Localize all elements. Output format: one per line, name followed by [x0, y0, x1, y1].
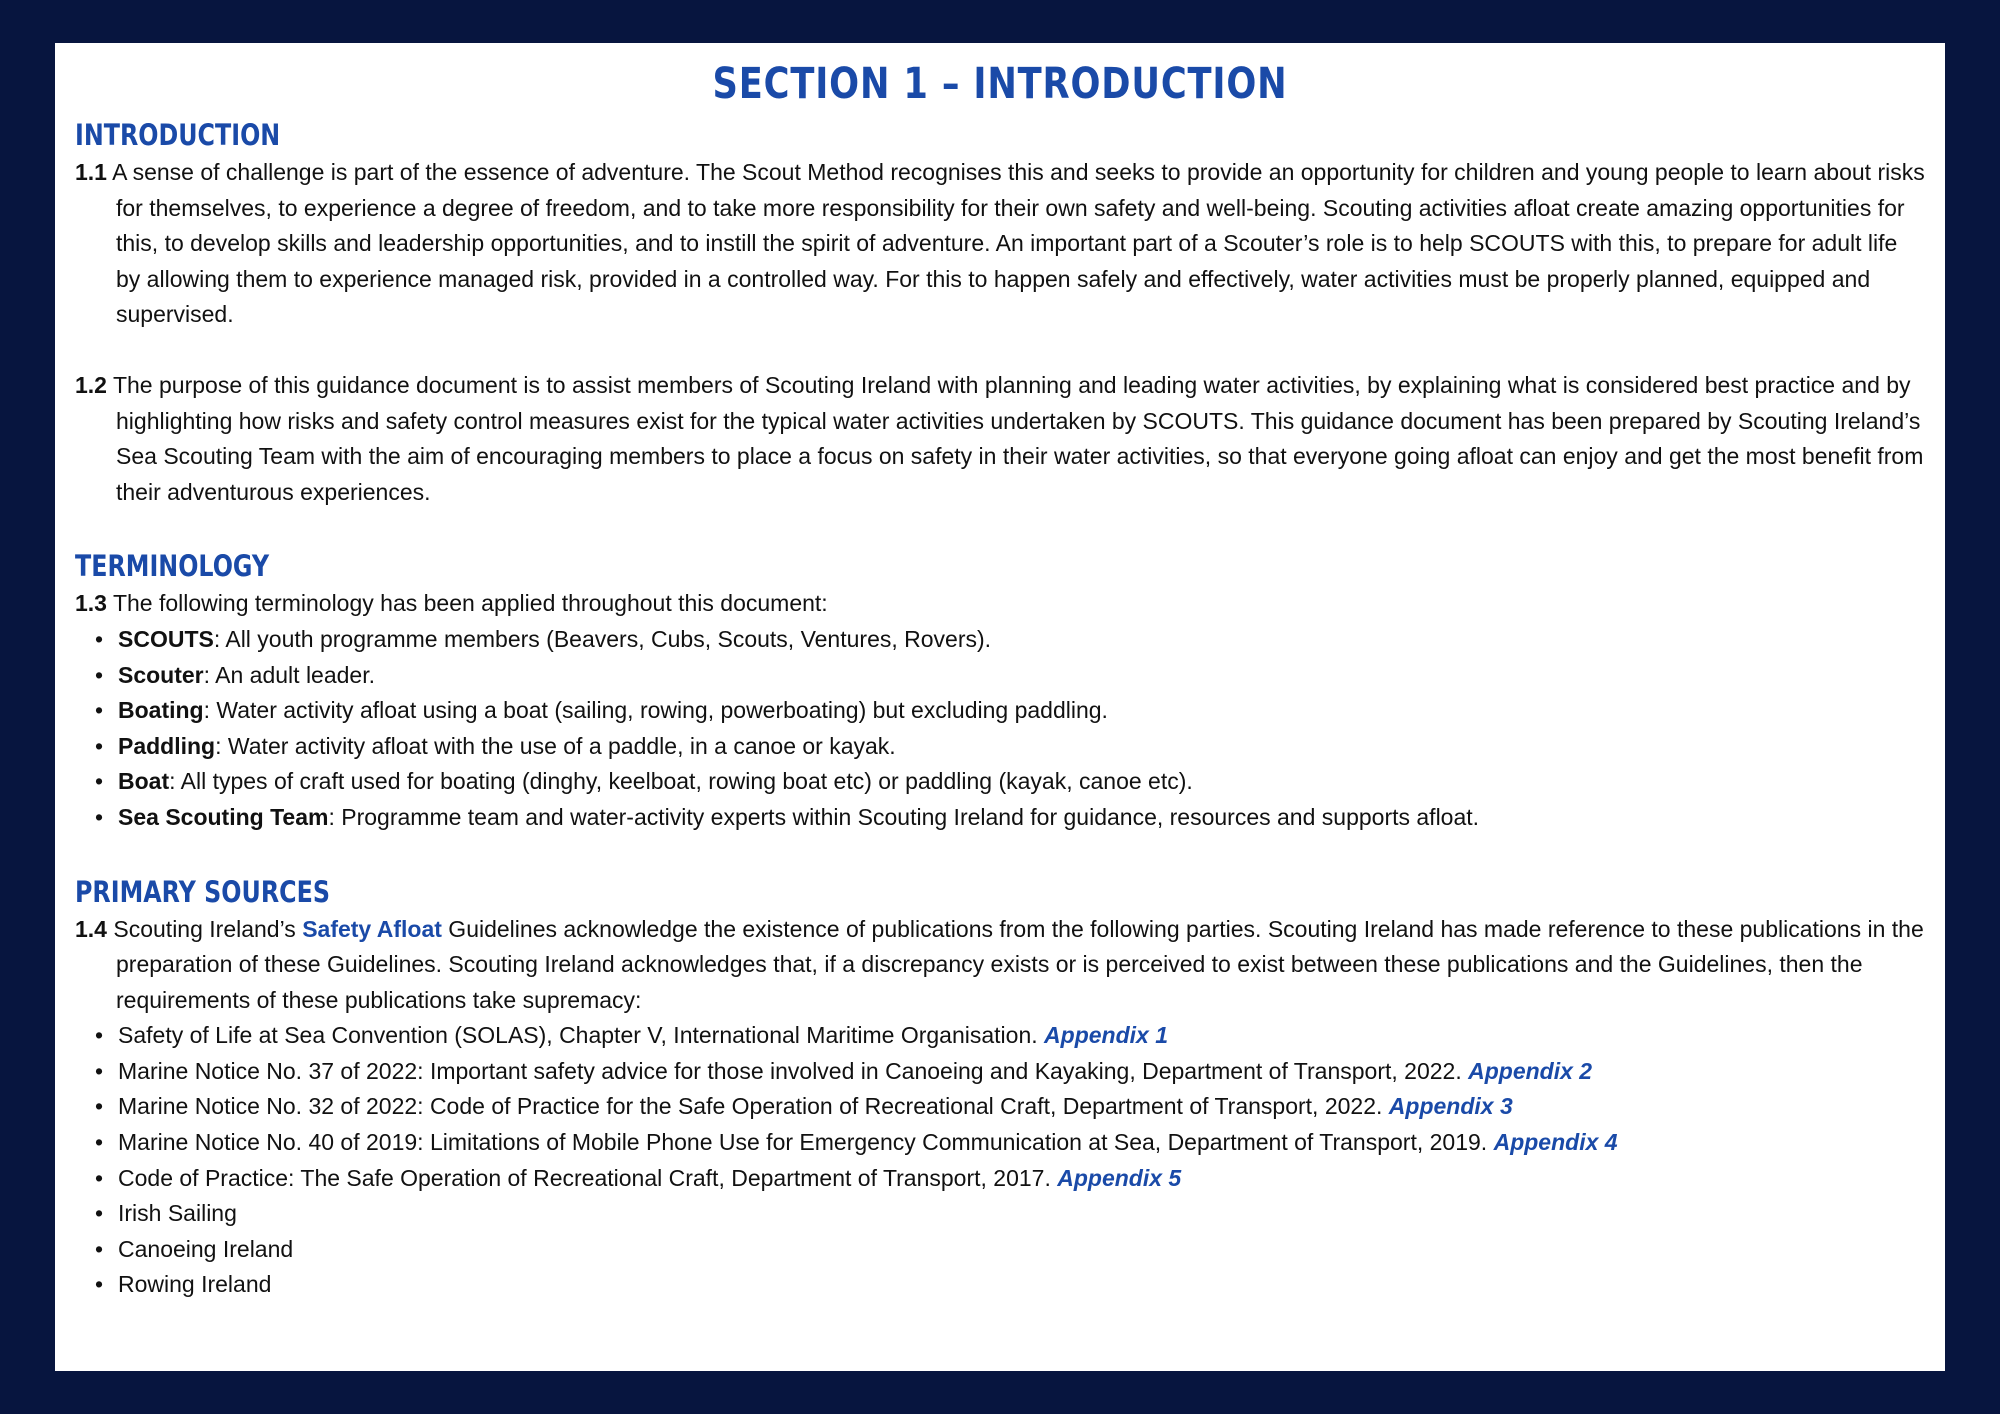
paragraph-text-post: Guidelines acknowledge the existence of publications from the following parties. Scouting Ireland has made reference to these publications in the preparation of these Guidelines. Scouting Ireland acknowledges that, if a discrepancy exists or is perceived to exist between these publications and the Guidelines, then the requirements of these publications take supremacy: [116, 915, 1924, 1013]
paragraph-text: The purpose of this guidance document is to assist members of Scouting Ireland with planning and leading water activities, by explaining what is considered best practice and by highlighting how risks and safety control measures exist for the typical water activities undertaken by SCOUTS. This guidance document has been prepared by Scouting Ireland’s Sea Scouting Team with the aim of encouraging members to place a focus on safety in their water activities, so that everyone going afloat can enjoy and get the most benefit from their adventurous experiences. [112, 371, 1924, 505]
sources-list [75, 1018, 1925, 1303]
term-definition: : All youth programme members (Beavers, Cubs, Scouts, Ventures, Rovers). [213, 625, 992, 652]
term: Boating [118, 697, 204, 724]
source-text: Canoeing Ireland [118, 1235, 294, 1262]
appendix-link[interactable]: Appendix 2 [1468, 1057, 1593, 1084]
paragraph-text: A sense of challenge is part of the essence of adventure. The Scout Method recognises this and seeks to provide an opportunity for children and young people to learn about risks for themselves, to experience a degree of freedom, and to take more responsibility for their own safety and well-being. Scouting activities afloat create amazing opportunities for this, to develop skills and leadership opportunities, and to instill the spirit of adventure. An important part of a Scouter’s role is to help SCOUTS with this, to prepare for adult life by allowing them to experience managed risk, provided in a controlled way. For this to happen safely and effectively, water activities must be properly planned, equipped and supervised. [112, 159, 1925, 328]
list-item: • Marine Notice No. 40 of 2019: Limitations of Mobile Phone Use for Emergency Communication at Sea, Department of Transport, 2019. Appendix 4 [95, 1129, 1618, 1156]
list-item: • SCOUTS: All youth programme members (Beavers, Cubs, Scouts, Ventures, Rovers). [95, 625, 992, 652]
paragraph-text: The following terminology has been applied throughout this document: [112, 590, 828, 617]
heading-introduction: INTRODUCTION [75, 118, 281, 152]
source-text: Code of Practice: The Safe Operation of Recreational Craft, Department of Transport, 2017. [118, 1164, 1058, 1191]
term: SCOUTS [118, 625, 214, 652]
source-text: Marine Notice No. 40 of 2019: Limitations of Mobile Phone Use for Emergency Communication at Sea, Department of Transport, 2019. [118, 1129, 1494, 1156]
list-item: • Sea Scouting Team: Programme team and water-activity experts within Scouting Ireland for guidance, resources and supports afloat. [95, 803, 1480, 830]
appendix-link[interactable]: Appendix 4 [1493, 1129, 1618, 1156]
paragraph-number: 1.3 [75, 590, 107, 617]
term: Scouter [118, 661, 204, 688]
list-item: • Code of Practice: The Safe Operation of Recreational Craft, Department of Transport, 2017. Appendix 5 [95, 1164, 1182, 1191]
term: Sea Scouting Team [118, 803, 329, 830]
source-text: Marine Notice No. 37 of 2022: Important safety advice for those involved in Canoeing and Kayaking, Department of Transport, 2022. [118, 1057, 1469, 1084]
paragraph-number: 1.4 [75, 915, 107, 942]
term-definition: : Programme team and water-activity experts within Scouting Ireland for guidance, resources and supports afloat. [328, 803, 1480, 830]
terminology-list [75, 622, 1925, 836]
source-text: Safety of Life at Sea Convention (SOLAS), Chapter V, International Maritime Organisation. [118, 1022, 1045, 1049]
paragraph-1-3 [75, 586, 1925, 622]
document-page [55, 43, 1945, 1371]
paragraph-number: 1.1 [75, 159, 107, 185]
term-definition: : An adult leader. [203, 661, 375, 688]
paragraph-1-2 [75, 368, 1925, 510]
paragraph-number: 1.2 [75, 371, 107, 398]
appendix-link[interactable]: Appendix 3 [1388, 1093, 1513, 1120]
heading-primary-sources: PRIMARY SOURCES [75, 874, 330, 909]
term: Boat [118, 768, 170, 795]
paragraph-1-4 [75, 912, 1925, 1019]
source-text: Marine Notice No. 32 of 2022: Code of Practice for the Safe Operation of Recreational Craft, Department of Transport, 2022. [118, 1093, 1389, 1120]
list-item: • Boat: All types of craft used for boating (dinghy, keelboat, rowing boat etc) or paddling (kayak, canoe etc). [95, 768, 1193, 795]
paragraph-text-pre: Scouting Ireland’s [113, 915, 303, 942]
list-item: • Rowing Ireland [95, 1271, 272, 1298]
appendix-link[interactable]: Appendix 5 [1057, 1164, 1182, 1191]
heading-terminology: TERMINOLOGY [75, 549, 270, 584]
list-item: • Canoeing Ireland [95, 1235, 294, 1262]
list-item: • Irish Sailing [95, 1200, 237, 1227]
paragraph-1-1 [75, 155, 1925, 333]
list-item: • Boating: Water activity afloat using a boat (sailing, rowing, powerboating) but excluding paddling. [95, 697, 1108, 724]
source-text: Irish Sailing [118, 1200, 237, 1227]
term-definition: : Water activity afloat with the use of a paddle, in a canoe or kayak. [215, 732, 896, 759]
page-title: SECTION 1 – INTRODUCTION [712, 59, 1288, 109]
list-item: • Paddling: Water activity afloat with the use of a paddle, in a canoe or kayak. [95, 732, 896, 759]
appendix-link[interactable]: Appendix 1 [1044, 1022, 1168, 1049]
list-item: • Marine Notice No. 32 of 2022: Code of Practice for the Safe Operation of Recreational Craft, Department of Transport, 2022. Appendix 3 [95, 1093, 1513, 1120]
source-text: Rowing Ireland [118, 1271, 272, 1298]
list-item: • Safety of Life at Sea Convention (SOLAS), Chapter V, International Maritime Organisation. Appendix 1 [95, 1022, 1168, 1049]
term-definition: : All types of craft used for boating (dinghy, keelboat, rowing boat etc) or paddling (kayak, canoe etc). [169, 768, 1193, 795]
term-definition: : Water activity afloat using a boat (sailing, rowing, powerboating) but excluding paddling. [203, 697, 1108, 724]
list-item: • Marine Notice No. 37 of 2022: Important safety advice for those involved in Canoeing and Kayaking, Department of Transport, 2022. Appendix 2 [95, 1057, 1593, 1084]
list-item: • Scouter: An adult leader. [95, 661, 375, 688]
term: Paddling [118, 732, 216, 759]
safety-afloat-link[interactable]: Safety Afloat [302, 915, 442, 942]
